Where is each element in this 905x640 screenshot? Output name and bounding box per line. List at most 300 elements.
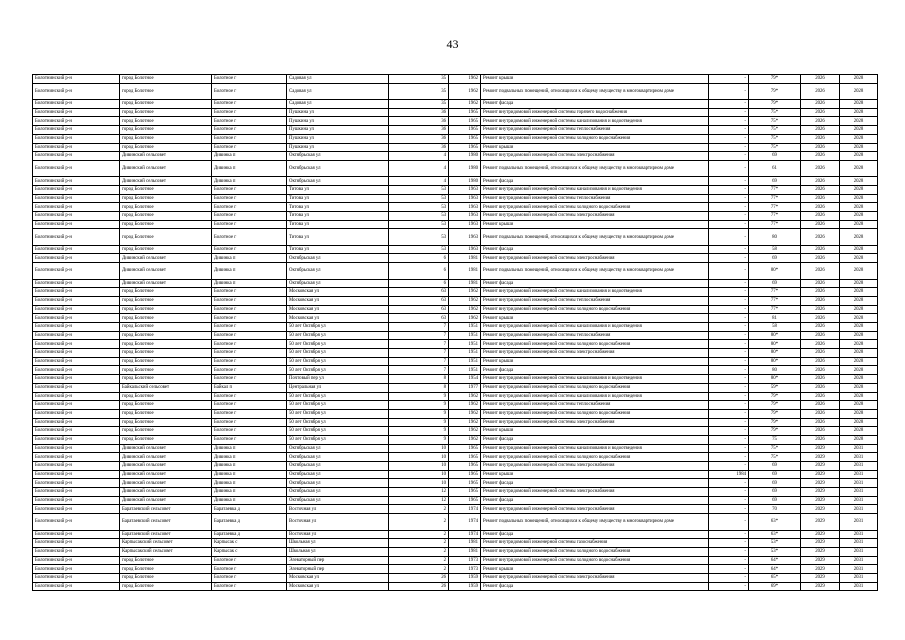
cell-year-start: 2026 bbox=[801, 305, 840, 314]
table-row bbox=[33, 418, 878, 427]
cell-municipality: город Болотное bbox=[120, 194, 212, 203]
cell-work-type: Ремонт фасада bbox=[481, 366, 709, 375]
cell-marker: - bbox=[709, 314, 749, 323]
cell-year: 1965 bbox=[449, 488, 481, 497]
cell-locality: Болотное г bbox=[212, 375, 287, 384]
cell-year-end: 2028 bbox=[840, 435, 878, 444]
cell-house: 35 bbox=[389, 75, 449, 84]
cell-year-start: 2029 bbox=[801, 547, 840, 556]
cell-locality: Дивинка п bbox=[212, 462, 287, 471]
cell-municipality: город Болотное bbox=[120, 435, 212, 444]
cell-district: Болотнинский р-н bbox=[33, 108, 120, 117]
cell-street: Октябрьская ул bbox=[287, 462, 389, 471]
cell-year: 1965 bbox=[449, 117, 481, 126]
cell-work-type: Ремонт внутридомовой инженерной системы канализования и водоотведения bbox=[481, 444, 709, 453]
cell-locality: Дивинка п bbox=[212, 496, 287, 505]
cell-year-start: 2029 bbox=[801, 582, 840, 591]
cell-cost: 77* bbox=[749, 185, 801, 194]
cell-year-start: 2026 bbox=[801, 117, 840, 126]
cell-municipality: город Болотное bbox=[120, 100, 212, 109]
cell-district: Болотнинский р-н bbox=[33, 254, 120, 263]
cell-municipality: Дивинский сельсовет bbox=[120, 263, 212, 279]
cell-cost: 70 bbox=[749, 505, 801, 514]
table-row bbox=[33, 143, 878, 152]
cell-year-start: 2026 bbox=[801, 143, 840, 152]
cell-house: 7 bbox=[389, 340, 449, 349]
cell-locality: Болотное г bbox=[212, 75, 287, 84]
cell-cost: 79* bbox=[749, 83, 801, 99]
cell-street: Московская ул bbox=[287, 296, 389, 305]
cell-marker: - bbox=[709, 556, 749, 565]
cell-cost: 77* bbox=[749, 194, 801, 203]
cell-work-type: Ремонт фасада bbox=[481, 100, 709, 109]
cell-house: 2 bbox=[389, 530, 449, 539]
cell-marker: - bbox=[709, 331, 749, 340]
cell-cost: 81 bbox=[749, 314, 801, 323]
cell-municipality: город Болотное bbox=[120, 305, 212, 314]
cell-marker: - bbox=[709, 177, 749, 186]
cell-year: 1962 bbox=[449, 409, 481, 418]
cell-district: Болотнинский р-н bbox=[33, 462, 120, 471]
cell-year-start: 2029 bbox=[801, 505, 840, 514]
cell-year-end: 2028 bbox=[840, 331, 878, 340]
cell-street: Центральная ул bbox=[287, 383, 389, 392]
cell-house: 2 bbox=[389, 505, 449, 514]
cell-municipality: Дивинский сельсовет bbox=[120, 279, 212, 288]
cell-year: 1965 bbox=[449, 470, 481, 479]
cell-cost: 77* bbox=[749, 305, 801, 314]
cell-cost: 79* bbox=[749, 392, 801, 401]
cell-year-end: 2028 bbox=[840, 83, 878, 99]
cell-year-end: 2028 bbox=[840, 212, 878, 221]
cell-municipality: город Болотное bbox=[120, 220, 212, 229]
cell-house: 36 bbox=[389, 126, 449, 135]
table-row bbox=[33, 254, 878, 263]
cell-work-type: Ремонт крыши bbox=[481, 357, 709, 366]
table-row bbox=[33, 496, 878, 505]
cell-work-type: Ремонт фасада bbox=[481, 496, 709, 505]
cell-district: Болотнинский р-н bbox=[33, 479, 120, 488]
cell-district: Болотнинский р-н bbox=[33, 212, 120, 221]
cell-work-type: Ремонт внутридомовой инженерной системы теплоснабжения bbox=[481, 331, 709, 340]
cell-marker: - bbox=[709, 75, 749, 84]
cell-cost: 80* bbox=[749, 349, 801, 358]
cell-municipality: Дивинский сельсовет bbox=[120, 160, 212, 176]
cell-house: 4 bbox=[389, 152, 449, 161]
cell-cost: 79* bbox=[749, 401, 801, 410]
cell-cost: 69 bbox=[749, 279, 801, 288]
cell-district: Болотнинский р-н bbox=[33, 229, 120, 245]
cell-year-end: 2028 bbox=[840, 194, 878, 203]
cell-locality: Баратаевка д bbox=[212, 505, 287, 514]
cell-year-start: 2026 bbox=[801, 366, 840, 375]
table-row bbox=[33, 108, 878, 117]
cell-district: Болотнинский р-н bbox=[33, 435, 120, 444]
table-body bbox=[33, 75, 878, 591]
cell-locality: Болотное г bbox=[212, 203, 287, 212]
table-row bbox=[33, 288, 878, 297]
cell-year-start: 2026 bbox=[801, 401, 840, 410]
cell-house: 2 bbox=[389, 547, 449, 556]
table-row bbox=[33, 573, 878, 582]
cell-marker: - bbox=[709, 530, 749, 539]
cell-work-type: Ремонт внутридомовой инженерной системы канализования и водоотведения bbox=[481, 392, 709, 401]
cell-street: Пушкина ул bbox=[287, 126, 389, 135]
cell-street: 50 лет Октября ул bbox=[287, 340, 389, 349]
cell-year: 1959 bbox=[449, 573, 481, 582]
cell-district: Болотнинский р-н bbox=[33, 160, 120, 176]
cell-year-start: 2026 bbox=[801, 254, 840, 263]
cell-year: 1954 bbox=[449, 375, 481, 384]
cell-district: Болотнинский р-н bbox=[33, 100, 120, 109]
cell-street: Октябрьская ул bbox=[287, 254, 389, 263]
cell-street: Октябрьская ул bbox=[287, 263, 389, 279]
cell-year-end: 2028 bbox=[840, 220, 878, 229]
cell-cost: 77* bbox=[749, 203, 801, 212]
cell-municipality: Дивинский сельсовет bbox=[120, 152, 212, 161]
cell-work-type: Ремонт внутридомовой инженерной системы холодного водоснабжения bbox=[481, 134, 709, 143]
cell-district: Болотнинский р-н bbox=[33, 185, 120, 194]
cell-marker: - bbox=[709, 194, 749, 203]
cell-street: 50 лет Октября ул bbox=[287, 357, 389, 366]
cell-cost: 69 bbox=[749, 470, 801, 479]
cell-year-start: 2026 bbox=[801, 229, 840, 245]
cell-marker: - bbox=[709, 392, 749, 401]
cell-year-start: 2026 bbox=[801, 83, 840, 99]
table-row bbox=[33, 539, 878, 548]
cell-house: 9 bbox=[389, 392, 449, 401]
cell-locality: Болотное г bbox=[212, 323, 287, 332]
cell-marker: - bbox=[709, 323, 749, 332]
cell-work-type: Ремонт крыши bbox=[481, 470, 709, 479]
cell-year: 1981 bbox=[449, 547, 481, 556]
cell-locality: Болотное г bbox=[212, 401, 287, 410]
cell-year-end: 2028 bbox=[840, 401, 878, 410]
cell-marker: - bbox=[709, 488, 749, 497]
cell-district: Болотнинский р-н bbox=[33, 488, 120, 497]
cell-work-type: Ремонт крыши bbox=[481, 314, 709, 323]
cell-locality: Дивинка п bbox=[212, 152, 287, 161]
table-row bbox=[33, 296, 878, 305]
cell-marker: - bbox=[709, 108, 749, 117]
cell-municipality: город Болотное bbox=[120, 185, 212, 194]
cell-street: Пушкина ул bbox=[287, 134, 389, 143]
cell-marker: - bbox=[709, 83, 749, 99]
cell-locality: Болотное г bbox=[212, 126, 287, 135]
cell-district: Болотнинский р-н bbox=[33, 470, 120, 479]
cell-district: Болотнинский р-н bbox=[33, 547, 120, 556]
table-row bbox=[33, 160, 878, 176]
cell-street: 50 лет Октября ул bbox=[287, 331, 389, 340]
cell-locality: Болотное г bbox=[212, 556, 287, 565]
cell-year: 1963 bbox=[449, 212, 481, 221]
cell-work-type: Ремонт подвальных помещений, относящихся к общему имуществу в многоквартирном доме bbox=[481, 514, 709, 530]
cell-year-end: 2028 bbox=[840, 126, 878, 135]
cell-year: 1965 bbox=[449, 496, 481, 505]
cell-house: 8 bbox=[389, 375, 449, 384]
cell-municipality: город Болотное bbox=[120, 331, 212, 340]
cell-district: Болотнинский р-н bbox=[33, 245, 120, 254]
cell-locality: Дивинка п bbox=[212, 279, 287, 288]
cell-work-type: Ремонт внутридомовой инженерной системы электроснабжения bbox=[481, 418, 709, 427]
cell-municipality: город Болотное bbox=[120, 340, 212, 349]
cell-street: Московская ул bbox=[287, 314, 389, 323]
cell-district: Болотнинский р-н bbox=[33, 556, 120, 565]
table-row bbox=[33, 305, 878, 314]
cell-street: 50 лет Октября ул bbox=[287, 418, 389, 427]
cell-year-start: 2026 bbox=[801, 134, 840, 143]
cell-marker: - bbox=[709, 185, 749, 194]
cell-house: 53 bbox=[389, 220, 449, 229]
cell-work-type: Ремонт фасада bbox=[481, 245, 709, 254]
table-row bbox=[33, 203, 878, 212]
cell-locality: Болотное г bbox=[212, 194, 287, 203]
cell-street: Октябрьская ул bbox=[287, 479, 389, 488]
cell-house: 4 bbox=[389, 160, 449, 176]
table-row bbox=[33, 349, 878, 358]
cell-locality: Болотное г bbox=[212, 418, 287, 427]
cell-year: 1981 bbox=[449, 539, 481, 548]
cell-work-type: Ремонт внутридомовой инженерной системы холодного водоснабжения bbox=[481, 547, 709, 556]
table-row bbox=[33, 83, 878, 99]
cell-district: Болотнинский р-н bbox=[33, 565, 120, 574]
cell-year-end: 2028 bbox=[840, 383, 878, 392]
cell-marker: - bbox=[709, 100, 749, 109]
cell-cost: 79* bbox=[749, 409, 801, 418]
cell-year-start: 2026 bbox=[801, 296, 840, 305]
table-row bbox=[33, 444, 878, 453]
cell-cost: 58 bbox=[749, 323, 801, 332]
cell-house: 2 bbox=[389, 514, 449, 530]
cell-cost: 75* bbox=[749, 444, 801, 453]
cell-year-start: 2029 bbox=[801, 573, 840, 582]
cell-work-type: Ремонт внутридомовой инженерной системы канализования и водоотведения bbox=[481, 117, 709, 126]
cell-cost: 64* bbox=[749, 556, 801, 565]
cell-year-start: 2029 bbox=[801, 496, 840, 505]
table-row bbox=[33, 357, 878, 366]
cell-municipality: Дивинский сельсовет bbox=[120, 496, 212, 505]
table-row bbox=[33, 185, 878, 194]
cell-year-start: 2029 bbox=[801, 514, 840, 530]
cell-street: Титова ул bbox=[287, 245, 389, 254]
cell-cost: 75 bbox=[749, 435, 801, 444]
cell-street: Октябрьская ул bbox=[287, 177, 389, 186]
cell-year-end: 2031 bbox=[840, 514, 878, 530]
cell-district: Болотнинский р-н bbox=[33, 126, 120, 135]
cell-house: 9 bbox=[389, 418, 449, 427]
cell-locality: Болотное г bbox=[212, 108, 287, 117]
table-row bbox=[33, 409, 878, 418]
cell-year: 1974 bbox=[449, 514, 481, 530]
table-row bbox=[33, 401, 878, 410]
cell-marker: - bbox=[709, 427, 749, 436]
cell-locality: Болотное г bbox=[212, 565, 287, 574]
cell-work-type: Ремонт внутридомовой инженерной системы электроснабжения bbox=[481, 349, 709, 358]
cell-district: Болотнинский р-н bbox=[33, 331, 120, 340]
table-row bbox=[33, 314, 878, 323]
cell-district: Болотнинский р-н bbox=[33, 505, 120, 514]
table-row bbox=[33, 177, 878, 186]
cell-year: 1963 bbox=[449, 194, 481, 203]
cell-cost: 61 bbox=[749, 160, 801, 176]
cell-street: Октябрьская ул bbox=[287, 488, 389, 497]
cell-year-end: 2028 bbox=[840, 392, 878, 401]
cell-municipality: город Болотное bbox=[120, 126, 212, 135]
cell-house: 12 bbox=[389, 496, 449, 505]
cell-street: Октябрьская ул bbox=[287, 470, 389, 479]
cell-work-type: Ремонт внутридомовой инженерной системы канализования и водоотведения bbox=[481, 375, 709, 384]
cell-municipality: город Болотное bbox=[120, 392, 212, 401]
cell-cost: 63* bbox=[749, 514, 801, 530]
cell-cost: 53* bbox=[749, 539, 801, 548]
table-row bbox=[33, 383, 878, 392]
cell-locality: Дивинка п bbox=[212, 160, 287, 176]
cell-municipality: Дивинский сельсовет bbox=[120, 462, 212, 471]
cell-year: 1962 bbox=[449, 288, 481, 297]
cell-year-end: 2031 bbox=[840, 453, 878, 462]
cell-marker: - bbox=[709, 357, 749, 366]
cell-work-type: Ремонт внутридомовой инженерной системы горячего водоснабжения bbox=[481, 108, 709, 117]
cell-work-type: Ремонт внутридомовой инженерной системы холодного водоснабжения bbox=[481, 203, 709, 212]
cell-cost: 64* bbox=[749, 565, 801, 574]
cell-district: Болотнинский р-н bbox=[33, 314, 120, 323]
cell-year: 1973 bbox=[449, 556, 481, 565]
cell-municipality: город Болотное bbox=[120, 108, 212, 117]
cell-locality: Болотное г bbox=[212, 134, 287, 143]
cell-locality: Дивинка п bbox=[212, 254, 287, 263]
cell-locality: Болотное г bbox=[212, 245, 287, 254]
cell-district: Болотнинский р-н bbox=[33, 263, 120, 279]
cell-marker: - bbox=[709, 220, 749, 229]
cell-work-type: Ремонт внутридомовой инженерной системы канализования и водоотведения bbox=[481, 185, 709, 194]
cell-district: Болотнинский р-н bbox=[33, 177, 120, 186]
cell-year-end: 2028 bbox=[840, 409, 878, 418]
cell-marker: - bbox=[709, 349, 749, 358]
cell-locality: Болотное г bbox=[212, 296, 287, 305]
cell-year: 1965 bbox=[449, 134, 481, 143]
cell-locality: Карпысак с bbox=[212, 539, 287, 548]
cell-municipality: город Болотное bbox=[120, 296, 212, 305]
cell-municipality: Дивинский сельсовет bbox=[120, 488, 212, 497]
cell-street: Почтовый пер ул bbox=[287, 375, 389, 384]
cell-year-end: 2028 bbox=[840, 185, 878, 194]
cell-year-end: 2028 bbox=[840, 152, 878, 161]
cell-year-end: 2028 bbox=[840, 296, 878, 305]
cell-municipality: Дивинский сельсовет bbox=[120, 444, 212, 453]
cell-year-start: 2029 bbox=[801, 479, 840, 488]
cell-locality: Дивинка п bbox=[212, 444, 287, 453]
cell-marker: 1984 bbox=[709, 470, 749, 479]
cell-year-start: 2026 bbox=[801, 418, 840, 427]
cell-house: 10 bbox=[389, 479, 449, 488]
cell-street: Восточная ул bbox=[287, 530, 389, 539]
cell-district: Болотнинский р-н bbox=[33, 401, 120, 410]
cell-marker: - bbox=[709, 573, 749, 582]
cell-year-end: 2028 bbox=[840, 349, 878, 358]
cell-cost: 77* bbox=[749, 220, 801, 229]
cell-municipality: Карпысакский сельсовет bbox=[120, 539, 212, 548]
cell-municipality: город Болотное bbox=[120, 212, 212, 221]
cell-locality: Болотное г bbox=[212, 366, 287, 375]
cell-street: 50 лет Октября ул bbox=[287, 366, 389, 375]
cell-marker: - bbox=[709, 582, 749, 591]
table-row bbox=[33, 220, 878, 229]
cell-locality: Болотное г bbox=[212, 357, 287, 366]
cell-street: Пушкина ул bbox=[287, 117, 389, 126]
table-row bbox=[33, 75, 878, 84]
cell-year-end: 2028 bbox=[840, 279, 878, 288]
cell-marker: - bbox=[709, 479, 749, 488]
cell-house: 36 bbox=[389, 143, 449, 152]
cell-district: Болотнинский р-н bbox=[33, 134, 120, 143]
cell-house: 63 bbox=[389, 288, 449, 297]
cell-house: 10 bbox=[389, 470, 449, 479]
cell-marker: - bbox=[709, 229, 749, 245]
cell-cost: 59* bbox=[749, 383, 801, 392]
cell-street: Октябрьская ул bbox=[287, 496, 389, 505]
cell-year-end: 2031 bbox=[840, 470, 878, 479]
cell-work-type: Ремонт подвальных помещений, относящихся к общему имуществу в многоквартирном доме bbox=[481, 263, 709, 279]
cell-street: Титова ул bbox=[287, 220, 389, 229]
cell-year-start: 2026 bbox=[801, 392, 840, 401]
cell-cost: 69 bbox=[749, 496, 801, 505]
cell-work-type: Ремонт фасада bbox=[481, 582, 709, 591]
cell-locality: Болотное г bbox=[212, 229, 287, 245]
cell-street: 50 лет Октября ул bbox=[287, 401, 389, 410]
cell-year-end: 2031 bbox=[840, 565, 878, 574]
cell-district: Болотнинский р-н bbox=[33, 75, 120, 84]
cell-cost: 75* bbox=[749, 126, 801, 135]
cell-cost: 77* bbox=[749, 296, 801, 305]
cell-work-type: Ремонт крыши bbox=[481, 143, 709, 152]
cell-work-type: Ремонт крыши bbox=[481, 565, 709, 574]
cell-district: Болотнинский р-н bbox=[33, 392, 120, 401]
cell-year-start: 2029 bbox=[801, 530, 840, 539]
cell-house: 6 bbox=[389, 254, 449, 263]
cell-street: Восточная ул bbox=[287, 505, 389, 514]
cell-marker: - bbox=[709, 565, 749, 574]
table-row bbox=[33, 152, 878, 161]
cell-municipality: Баратаевский сельсовет bbox=[120, 530, 212, 539]
cell-year-end: 2028 bbox=[840, 340, 878, 349]
table-row bbox=[33, 479, 878, 488]
cell-year: 1962 bbox=[449, 418, 481, 427]
cell-year: 1977 bbox=[449, 383, 481, 392]
table-row bbox=[33, 435, 878, 444]
cell-year-start: 2026 bbox=[801, 245, 840, 254]
cell-house: 53 bbox=[389, 194, 449, 203]
cell-work-type: Ремонт внутридомовой инженерной системы холодного водоснабжения bbox=[481, 383, 709, 392]
cell-district: Болотнинский р-н bbox=[33, 366, 120, 375]
cell-municipality: город Болотное bbox=[120, 83, 212, 99]
cell-year-start: 2026 bbox=[801, 279, 840, 288]
cell-marker: - bbox=[709, 435, 749, 444]
cell-year-start: 2026 bbox=[801, 126, 840, 135]
cell-year: 1962 bbox=[449, 401, 481, 410]
cell-municipality: город Болотное bbox=[120, 375, 212, 384]
cell-locality: Дивинка п bbox=[212, 488, 287, 497]
cell-work-type: Ремонт внутридомовой инженерной системы канализования и водоотведения bbox=[481, 323, 709, 332]
cell-municipality: город Болотное bbox=[120, 409, 212, 418]
cell-year-end: 2028 bbox=[840, 357, 878, 366]
cell-cost: 69* bbox=[749, 582, 801, 591]
cell-municipality: город Болотное bbox=[120, 117, 212, 126]
cell-cost: 77* bbox=[749, 288, 801, 297]
page-number: 43 bbox=[446, 37, 459, 51]
cell-district: Болотнинский р-н bbox=[33, 496, 120, 505]
cell-year-start: 2026 bbox=[801, 340, 840, 349]
cell-work-type: Ремонт подвальных помещений, относящихся к общему имуществу в многоквартирном доме bbox=[481, 83, 709, 99]
